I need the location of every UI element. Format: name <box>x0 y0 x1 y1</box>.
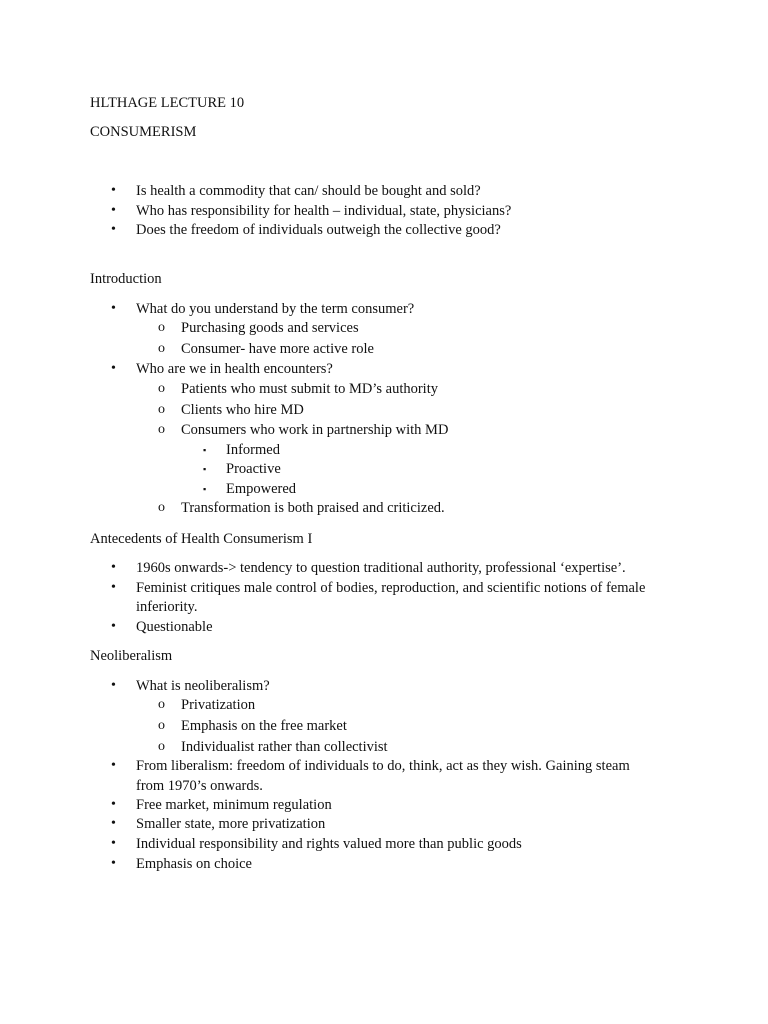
bullet-icon: • <box>111 856 116 871</box>
list-item: 1960s onwards-> tendency to question traditional authority, professional ‘expertise’. <box>136 560 626 576</box>
circle-bullet-icon: o <box>158 402 165 417</box>
circle-bullet-icon: o <box>158 739 165 754</box>
bullet-icon: • <box>111 580 116 595</box>
bullet-icon: • <box>111 560 116 575</box>
list-item: Who has responsibility for health – individual, state, physicians? <box>136 203 512 219</box>
bullet-icon: • <box>111 797 116 812</box>
circle-bullet-icon: o <box>158 341 165 356</box>
circle-bullet-icon: o <box>158 320 165 335</box>
list-item: Free market, minimum regulation <box>136 797 332 813</box>
list-item: Individualist rather than collectivist <box>181 739 388 755</box>
bullet-icon: • <box>111 836 116 851</box>
circle-bullet-icon: o <box>158 697 165 712</box>
list-item: Individual responsibility and rights valued more than public goods <box>136 836 522 852</box>
square-bullet-icon: ▪ <box>203 464 207 474</box>
bullet-icon: • <box>111 301 116 316</box>
list-item: Clients who hire MD <box>181 402 304 418</box>
list-item: Smaller state, more privatization <box>136 816 326 832</box>
circle-bullet-icon: o <box>158 500 165 515</box>
list-item: Emphasis on choice <box>136 856 252 872</box>
bullet-icon: • <box>111 619 116 634</box>
bullet-icon: • <box>111 222 116 237</box>
section-heading-antecedents: Antecedents of Health Consumerism I <box>90 531 313 547</box>
list-item: Empowered <box>226 481 297 497</box>
list-item: From liberalism: freedom of individuals to do, think, act as they wish. Gaining steam <box>136 758 630 774</box>
bullet-icon: • <box>111 678 116 693</box>
list-item: Patients who must submit to MD’s authority <box>181 381 438 397</box>
circle-bullet-icon: o <box>158 422 165 437</box>
list-item-continuation: from 1970’s onwards. <box>136 778 263 794</box>
bullet-icon: • <box>111 816 116 831</box>
list-item: Informed <box>226 442 280 458</box>
lecture-subtitle: CONSUMERISM <box>90 124 197 140</box>
list-item: Questionable <box>136 619 213 635</box>
list-item: Consumers who work in partnership with MD <box>181 422 449 438</box>
circle-bullet-icon: o <box>158 718 165 733</box>
section-heading-introduction: Introduction <box>90 271 162 287</box>
list-item-continuation: inferiority. <box>136 599 198 615</box>
list-item: Proactive <box>226 461 281 477</box>
list-item: Purchasing goods and services <box>181 320 359 336</box>
list-item: Consumer- have more active role <box>181 341 374 357</box>
section-heading-neoliberalism: Neoliberalism <box>90 648 173 664</box>
list-item: What do you understand by the term consumer? <box>136 301 415 317</box>
bullet-icon: • <box>111 183 116 198</box>
circle-bullet-icon: o <box>158 381 165 396</box>
square-bullet-icon: ▪ <box>203 484 207 494</box>
list-item: Does the freedom of individuals outweigh the collective good? <box>136 222 501 238</box>
list-item: Privatization <box>181 697 256 713</box>
bullet-icon: • <box>111 361 116 376</box>
bullet-icon: • <box>111 758 116 773</box>
list-item: Is health a commodity that can/ should be bought and sold? <box>136 183 481 199</box>
bullet-icon: • <box>111 203 116 218</box>
square-bullet-icon: ▪ <box>203 445 207 455</box>
list-item: Emphasis on the free market <box>181 718 347 734</box>
list-item: What is neoliberalism? <box>136 678 270 694</box>
lecture-title: HLTHAGE LECTURE 10 <box>90 95 245 111</box>
list-item: Who are we in health encounters? <box>136 361 333 377</box>
list-item: Transformation is both praised and criticized. <box>181 500 445 516</box>
list-item: Feminist critiques male control of bodies, reproduction, and scientific notions of female <box>136 580 646 596</box>
